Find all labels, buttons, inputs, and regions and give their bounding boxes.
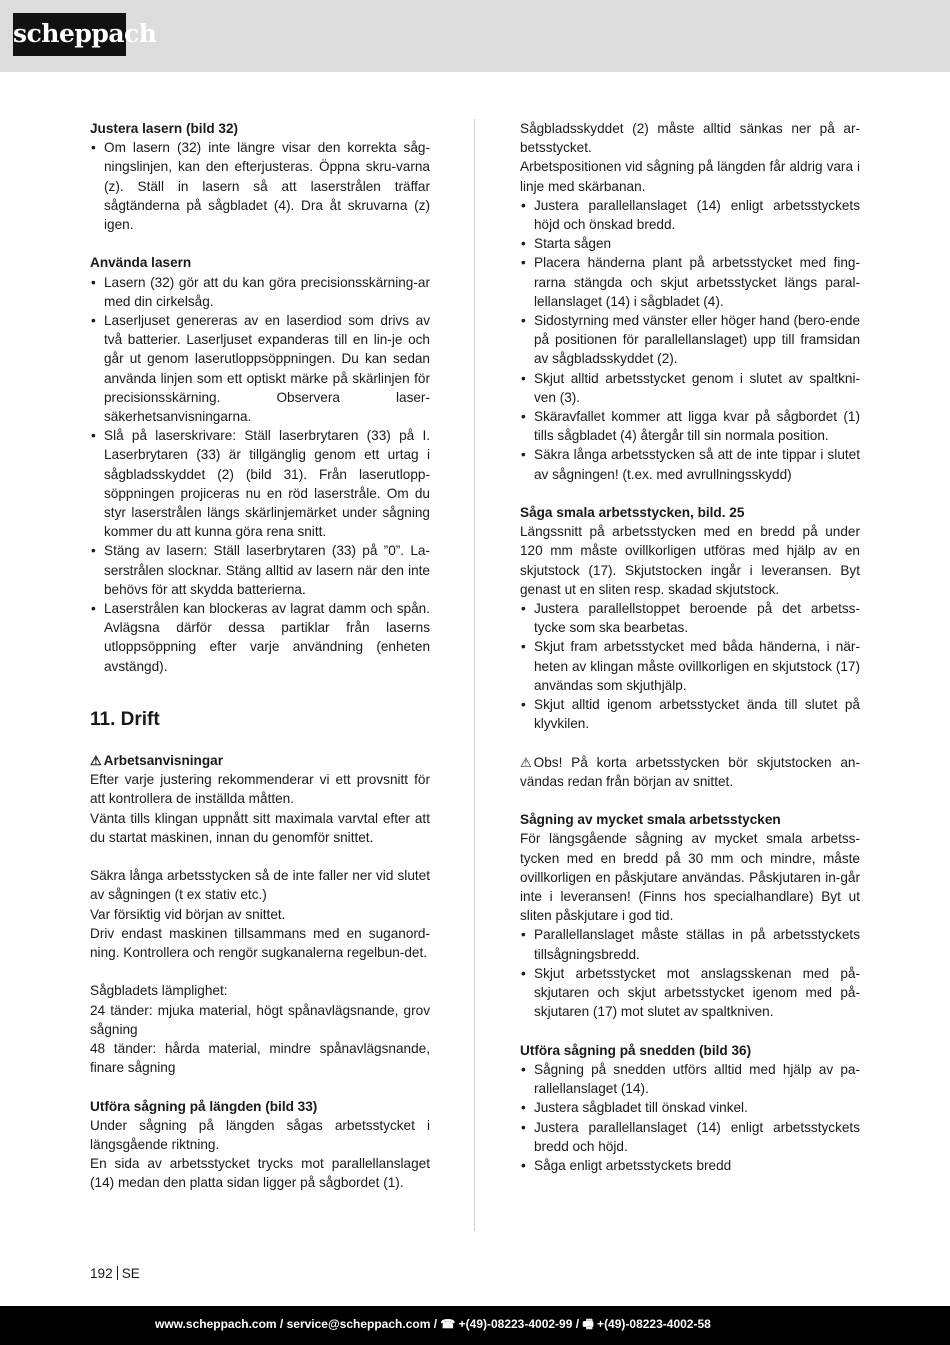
warning-text: Obs! På korta arbetsstycken bör skjutstocken an-vändas redan från början av snittet. bbox=[520, 754, 860, 789]
warning-text: Arbetsanvisningar bbox=[103, 753, 224, 769]
warning-note bbox=[520, 753, 860, 791]
warning-triangle-icon: ⚠ bbox=[520, 754, 532, 770]
spacer bbox=[520, 791, 860, 810]
paragraph: Var försiktig vid början av snittet. bbox=[90, 906, 286, 922]
bullet-item: • Justera sågbladet till önskad vinkel. bbox=[520, 1098, 860, 1117]
paragraph: En sida av arbetsstycket trycks mot parallellanslaget (14) medan den platta sidan ligger på sågbordet (1). bbox=[90, 1156, 430, 1191]
footer-contact: www.scheppach.com / service@scheppach.com / ☎ +(49)-08223-4002-99 / 🖷 +(49)-08223-4002-58 bbox=[155, 1317, 711, 1331]
scheppach-logo: scheppach bbox=[13, 13, 126, 56]
left-column-part-2 bbox=[90, 751, 430, 1193]
spacer bbox=[90, 234, 430, 253]
paragraph: 48 tänder: hårda material, mindre spånavlägsnande, finare sågning bbox=[90, 1041, 430, 1076]
header-bar bbox=[0, 0, 950, 72]
bullet-item: • Sidostyrning med vänster eller höger hand (bero-ende på positionen för parallellanslaget) upp till framsidan av sågbladsskyddet (2). bbox=[520, 311, 860, 369]
bullet-item: • Skjut alltid arbetsstycket genom i slutet av spaltkni-ven (3). bbox=[520, 369, 860, 407]
paragraph: Under sågning på längden sågas arbetsstycket i längsgående riktning. bbox=[90, 1117, 430, 1153]
bullet-item: • Justera parallellstoppet beroende på det arbetss-tycke som ska bearbetas. bbox=[520, 599, 860, 637]
bullet-item: • Justera parallellanslaget (14) enligt arbetsstyckets höjd och önskad bredd. bbox=[520, 196, 860, 234]
spacer bbox=[90, 847, 430, 866]
bullet-item: • Skjut arbetsstycket mot anslagsskenan med på-skjutaren och skjut arbetsstycket igenom med på-skjutaren (17) mot slutet av spaltkniven. bbox=[520, 964, 860, 1022]
bullet-item: • Lasern (32) gör att du kan göra precisionsskärning-ar med din cirkelsåg. bbox=[90, 273, 430, 311]
left-column-part-1 bbox=[90, 119, 430, 676]
bullet-item: • Laserljuset genereras av en laserdiod som drivs av två batterier. Laserljuset expanderas till en lin-je och går ut genom laserutloppsöppningen. Du kan sedan använda linjen som ett optiskt märke på skärlinjen för precisionsskärning. Observera laser-säkerhetsanvisningarna. bbox=[90, 311, 430, 426]
page-number: 192 bbox=[90, 1266, 113, 1281]
bullet-item: • Placera händerna plant på arbetsstycket med fing-rarna stängda och skjut arbetsstycket längs paral-lellanslaget (14) i sågbladet (4). bbox=[520, 253, 860, 311]
bullet-item: • Starta sågen bbox=[520, 234, 860, 253]
bullet-item: • Skäravfallet kommer att ligga kvar på sågbordet (1) tills sågbladet (4) återgår till sin normala position. bbox=[520, 407, 860, 445]
bullet-item: • Parallellanslaget måste ställas in på arbetsstyckets tillsågningsbredd. bbox=[520, 925, 860, 963]
paragraph: Efter varje justering rekommenderar vi ett provsnitt för att kontrollera de inställda måtten. bbox=[90, 772, 430, 807]
paragraph: 24 tänder: mjuka material, högt spånavlägsnande, grov sågning bbox=[90, 1002, 430, 1037]
left-column bbox=[90, 119, 430, 1193]
spacer bbox=[520, 1022, 860, 1041]
paragraph: Arbetspositionen vid sågning på längden får aldrig vara i linje med skärbanan. bbox=[520, 159, 860, 194]
spacer bbox=[520, 733, 860, 752]
subheading: Sågning av mycket smala arbetsstycken bbox=[520, 812, 781, 828]
bullet-item: • Säkra långa arbetsstycken så att de inte tippar i slutet av sågningen! (t.ex. med avrullningsskydd) bbox=[520, 445, 860, 483]
right-column bbox=[520, 119, 860, 1175]
subheading: Använda lasern bbox=[90, 255, 192, 271]
bullet-item: • Justera parallellanslaget (14) enligt arbetsstyckets bredd och höjd. bbox=[520, 1118, 860, 1156]
paragraph: Sågbladets lämplighet: bbox=[90, 983, 228, 999]
page-number-area bbox=[90, 1264, 140, 1284]
warning-triangle-icon: ⚠ bbox=[90, 753, 102, 769]
subheading: Justera lasern (bild 32) bbox=[90, 121, 239, 136]
spacer bbox=[90, 962, 430, 981]
bullet-item: • Stäng av lasern: Ställ laserbrytaren (33) på ”0”. La-serstrålen slocknar. Stäng alltid av lasern när den inte behövs för att skydda batterierna. bbox=[90, 541, 430, 599]
page-number-separator bbox=[117, 1266, 118, 1280]
spacer bbox=[520, 484, 860, 503]
paragraph: För längsgående sågning av mycket smala arbetss-tycken med en bredd på 30 mm och mindre, måste ovillkorligen en påskjutare användas. Påskjutaren in-går inte i leveransen! (Finns hos specialhandlare) Byt ut sliten påskjutare i god tid. bbox=[520, 831, 860, 924]
paragraph: Sågbladsskyddet (2) måste alltid sänkas ner på ar-betsstycket. bbox=[520, 121, 860, 156]
right-column-content bbox=[520, 119, 860, 1175]
spacer bbox=[90, 1077, 430, 1096]
bullet-item: • Sågning på snedden utförs alltid med hjälp av pa-rallellanslaget (14). bbox=[520, 1060, 860, 1098]
paragraph: Längssnitt på arbetsstycken med en bredd på under 120 mm måste ovillkorligen utföras med hjälp av en skjutstock (17). Skjutstocken ingår i leveransen. Byt genast ut en sliten resp. skadad skjutstock. bbox=[520, 524, 860, 597]
bullet-item: • Skjut fram arbetsstycket med båda händerna, i när-heten av klingan måste ovillkorligen en skjutstock (17) användas som skjuthjälp. bbox=[520, 637, 860, 695]
paragraph: Säkra långa arbetsstycken så de inte faller ner vid slutet av sågningen (t ex stativ etc.) bbox=[90, 868, 430, 903]
bullet-item: • Skjut alltid igenom arbetsstycket ända till slutet på klyvkilen. bbox=[520, 695, 860, 733]
column-divider bbox=[474, 119, 475, 1231]
bullet-item: • Slå på laserskrivare: Ställ laserbrytaren (33) på I. Laserbrytaren (33) är tillgänglig genom ett urtag i sågbladsskyddet (2) (bild 31). Från laserutlopp-söppningen projiceras nu en röd laserstråle. Om du styr laserstrålen längs skärlinjemärket under sågning kommer du att kunna göra rena snitt. bbox=[90, 426, 430, 541]
subheading: Utföra sågning på längden (bild 33) bbox=[90, 1098, 318, 1114]
subheading: Såga smala arbetsstycken, bild. 25 bbox=[520, 505, 745, 521]
paragraph: Vänta tills klingan uppnått sitt maximala varvtal efter att du startat maskinen, innan du genomför snittet. bbox=[90, 810, 430, 845]
language-code: SE bbox=[121, 1266, 140, 1281]
bullet-item: • Såga enligt arbetsstyckets bredd bbox=[520, 1156, 860, 1175]
warning-heading bbox=[90, 751, 430, 770]
bullet-item: • Om lasern (32) inte längre visar den korrekta såg-ningslinjen, kan den efterjusteras. Öppna skru-varna (z). Ställ in lasern så att laserstrålen träffar sågtänderna på sågbladet (4). Dra åt skruvarna (z) igen. bbox=[90, 138, 430, 234]
paragraph: Driv endast maskinen tillsammans med en suganord-ning. Kontrollera och rengör sugkanalerna regelbun-det. bbox=[90, 925, 430, 961]
bullet-item: • Laserstrålen kan blockeras av lagrat damm och spån. Avlägsna därför dessa partiklar från laserns utloppsöppning efter varje användning (enheten avstängd). bbox=[90, 599, 430, 676]
subheading: Utföra sågning på snedden (bild 36) bbox=[520, 1042, 752, 1058]
section-title: 11. Drift bbox=[90, 709, 160, 731]
footer-bar bbox=[0, 1306, 950, 1345]
